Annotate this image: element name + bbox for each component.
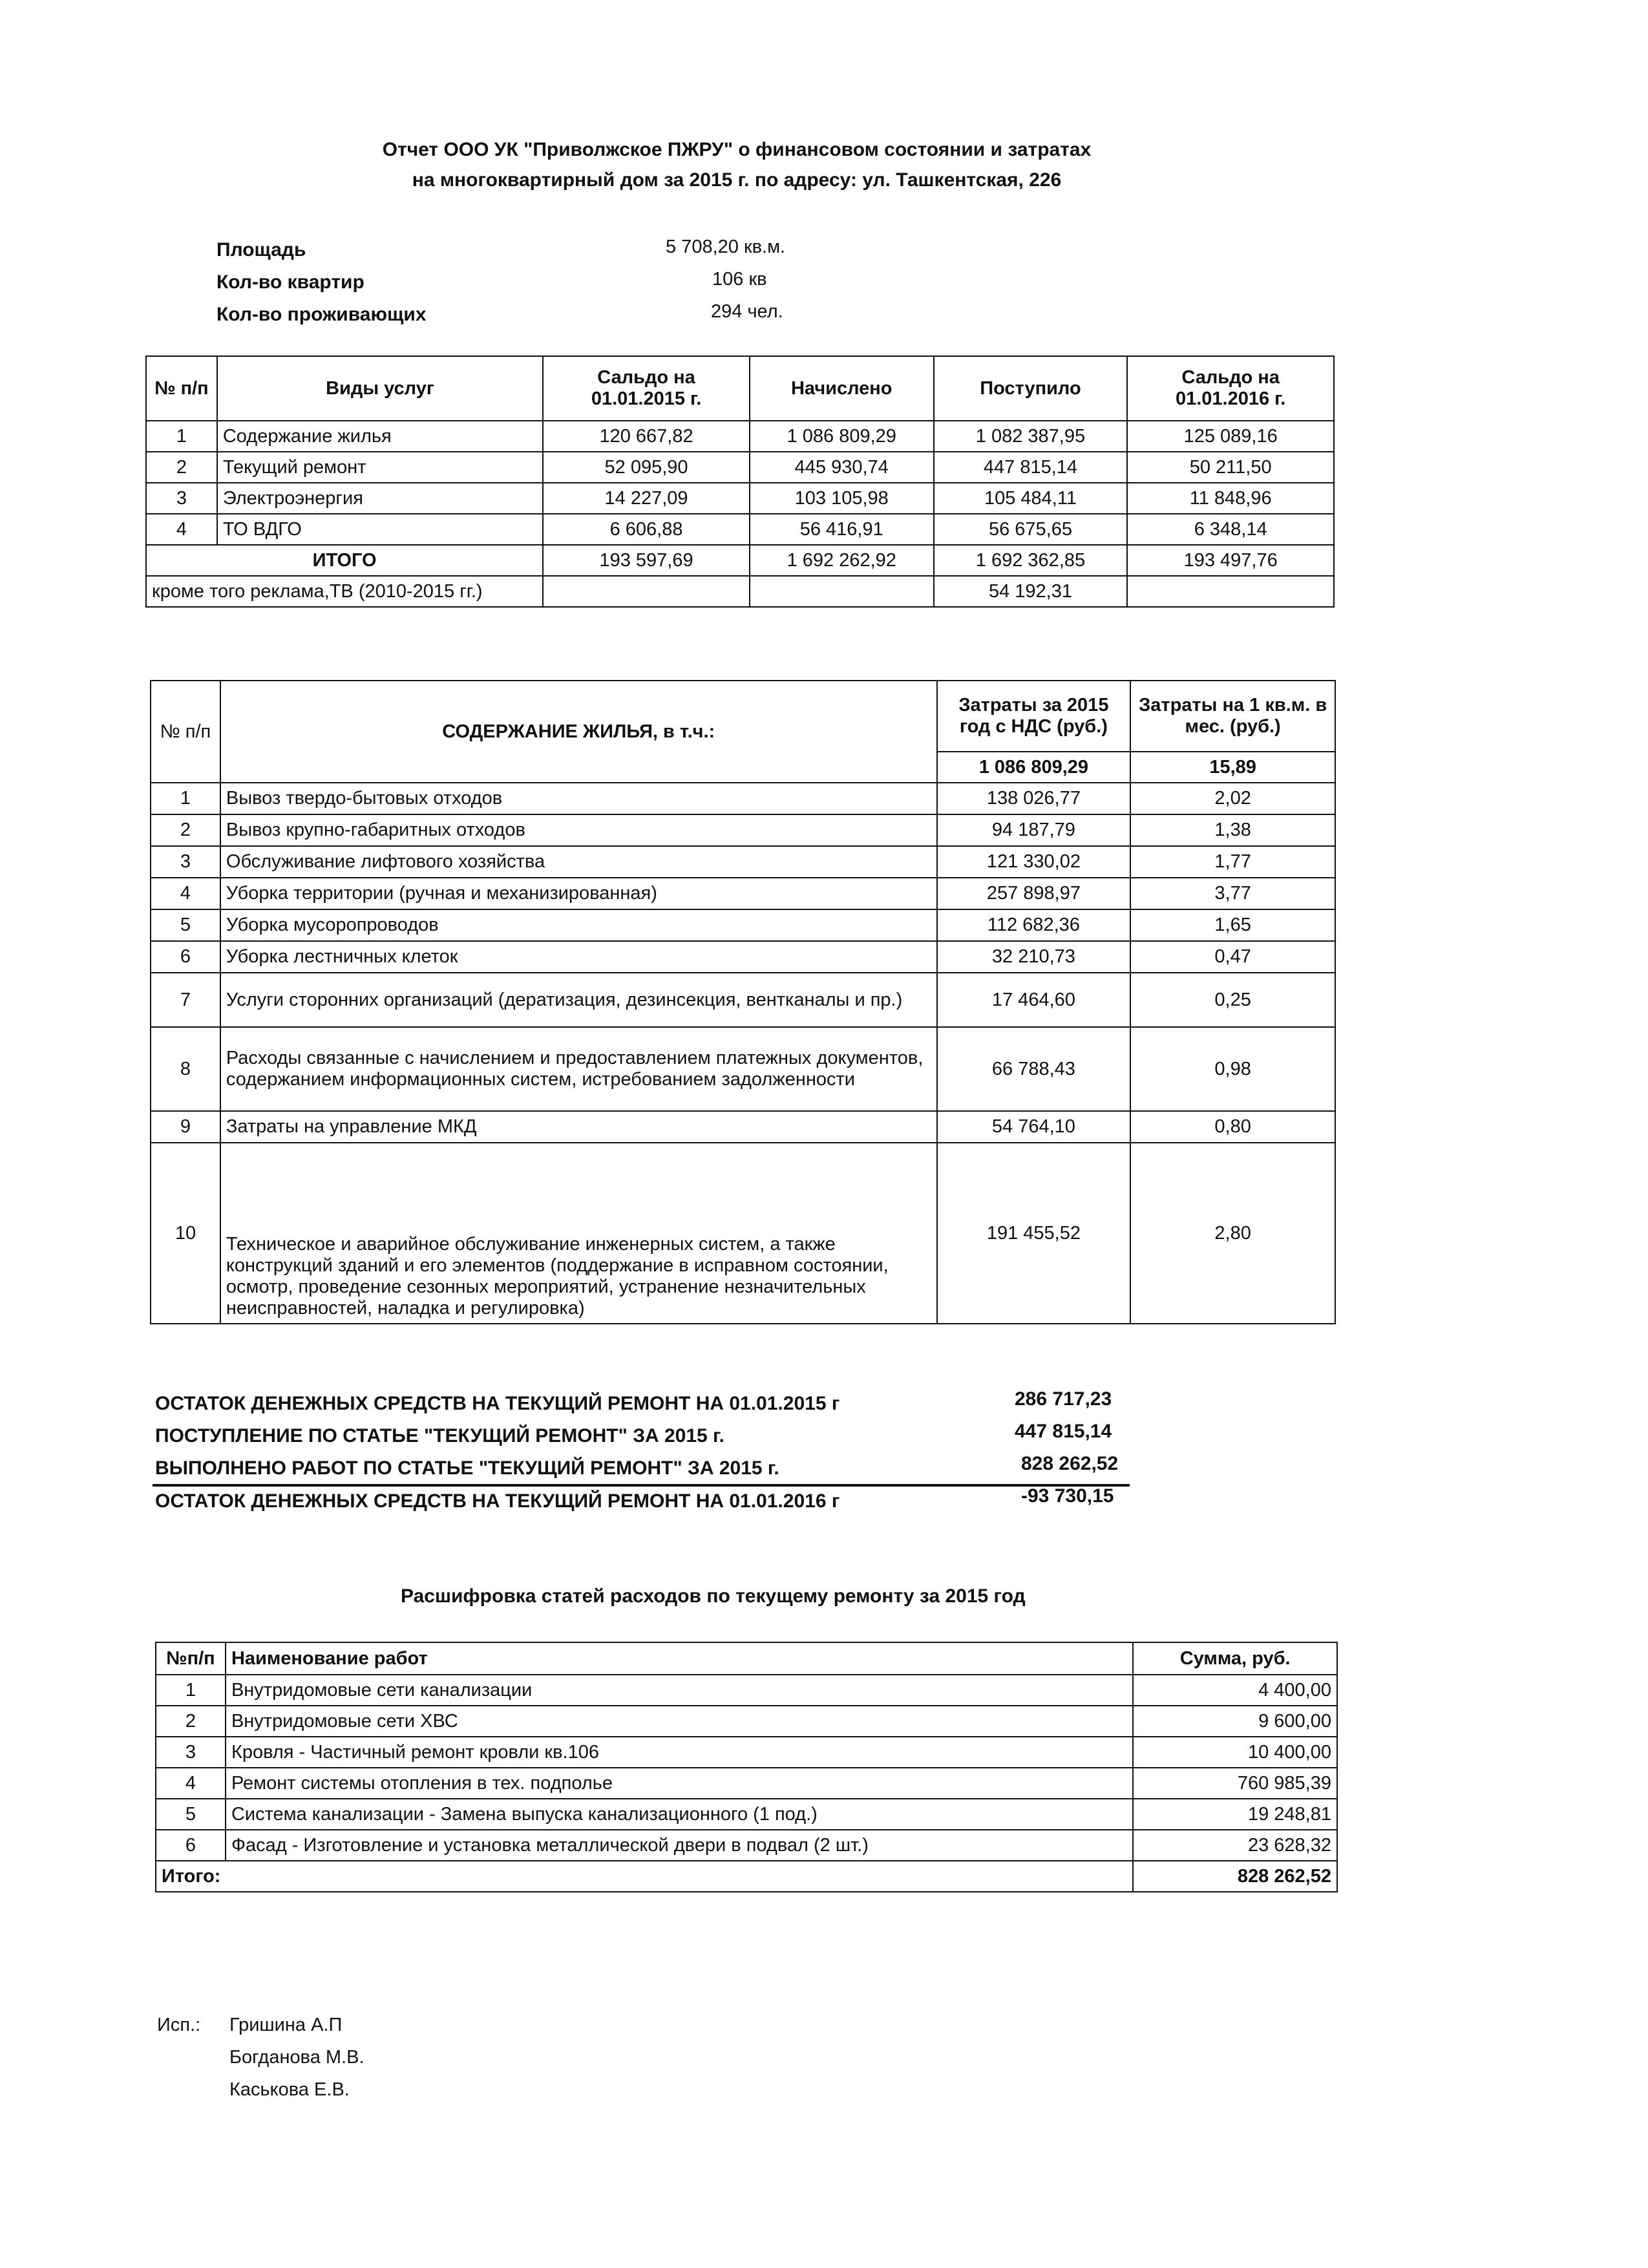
table-row bbox=[156, 1675, 1337, 1706]
table-row bbox=[156, 1768, 1337, 1799]
row-num: 3 bbox=[146, 483, 217, 514]
signature-name-2: Богданова М.В. bbox=[229, 2047, 364, 2068]
total-saldo-start: 193 597,69 bbox=[543, 545, 750, 576]
row-desc: Вывоз крупно-габаритных отходов bbox=[220, 814, 937, 846]
maint-header-cost: Затраты за 2015 год с НДС (руб.) bbox=[937, 681, 1131, 752]
area-value: 5 708,20 кв.м. bbox=[666, 237, 786, 257]
row-sum: 760 985,39 bbox=[1133, 1768, 1337, 1799]
row-saldo-start: 6 606,88 bbox=[543, 514, 750, 545]
row-saldo-end: 11 848,96 bbox=[1127, 483, 1334, 514]
row-accrued: 1 086 809,29 bbox=[750, 421, 934, 452]
residents-value: 294 чел. bbox=[711, 301, 783, 322]
row-received: 105 484,11 bbox=[934, 483, 1128, 514]
row-per-m2: 2,80 bbox=[1130, 1143, 1335, 1324]
row-received: 447 815,14 bbox=[934, 452, 1128, 483]
maint-total-cost: 1 086 809,29 bbox=[937, 752, 1131, 783]
table-row bbox=[151, 1111, 1335, 1143]
row-accrued: 56 416,91 bbox=[750, 514, 934, 545]
row-cost: 121 330,02 bbox=[937, 846, 1131, 878]
table-row bbox=[151, 1027, 1335, 1111]
table-row bbox=[146, 514, 1334, 545]
fund-line-1-label: ОСТАТОК ДЕНЕЖНЫХ СРЕДСТВ НА ТЕКУЩИЙ РЕМОНТ НА 01.01.2015 г bbox=[155, 1393, 840, 1414]
row-sum: 23 628,32 bbox=[1133, 1830, 1337, 1861]
extra-received: 54 192,31 bbox=[934, 576, 1128, 607]
row-desc: Затраты на управление МКД bbox=[220, 1111, 937, 1143]
row-saldo-start: 120 667,82 bbox=[543, 421, 750, 452]
services-header-saldo-end: Сальдо на 01.01.2016 г. bbox=[1127, 356, 1334, 421]
row-desc: Уборка территории (ручная и механизированная) bbox=[220, 878, 937, 909]
repairs-total-value: 828 262,52 bbox=[1133, 1861, 1337, 1892]
table-row bbox=[146, 483, 1334, 514]
repairs-total-label: Итого: bbox=[156, 1861, 1133, 1892]
row-num: 1 bbox=[146, 421, 217, 452]
table-row bbox=[156, 1737, 1337, 1768]
fund-line-4-label: ОСТАТОК ДЕНЕЖНЫХ СРЕДСТВ НА ТЕКУЩИЙ РЕМОНТ НА 01.01.2016 г bbox=[155, 1490, 840, 1512]
row-per-m2: 1,65 bbox=[1130, 909, 1335, 941]
row-per-m2: 0,25 bbox=[1130, 973, 1335, 1027]
maint-header-title: СОДЕРЖАНИЕ ЖИЛЬЯ, в т.ч.: bbox=[220, 681, 937, 783]
row-received: 56 675,65 bbox=[934, 514, 1128, 545]
flats-value: 106 кв bbox=[712, 269, 767, 290]
row-received: 1 082 387,95 bbox=[934, 421, 1128, 452]
table-row bbox=[156, 1706, 1337, 1737]
row-desc: Услуги сторонних организаций (дератизация, дезинсекция, вентканалы и пр.) bbox=[220, 973, 937, 1027]
row-num: 7 bbox=[151, 973, 220, 1027]
row-cost: 257 898,97 bbox=[937, 878, 1131, 909]
row-per-m2: 1,38 bbox=[1130, 814, 1335, 846]
table-row bbox=[151, 909, 1335, 941]
services-header-num: № п/п bbox=[146, 356, 217, 421]
table-row bbox=[151, 1143, 1335, 1324]
row-sum: 4 400,00 bbox=[1133, 1675, 1337, 1706]
row-num: 4 bbox=[151, 878, 220, 909]
row-sum: 10 400,00 bbox=[1133, 1737, 1337, 1768]
row-desc: Техническое и аварийное обслуживание инженерных систем, а также конструкций зданий и его элементов (поддержание в исправном состоянии, осмотр, проведение сезонных мероприятий, устранение незначительных неисправностей, наладка и регулировка) bbox=[220, 1143, 937, 1324]
signature-name-1: Гришина А.П bbox=[229, 2015, 343, 2035]
fund-line-3-value: 828 262,52 bbox=[1021, 1453, 1119, 1474]
total-accrued: 1 692 262,92 bbox=[750, 545, 934, 576]
repairs-header-name: Наименование работ bbox=[226, 1642, 1133, 1675]
row-work: Ремонт системы отопления в тех. подполье bbox=[226, 1768, 1133, 1799]
services-extra-row bbox=[146, 576, 1334, 607]
row-service: ТО ВДГО bbox=[217, 514, 543, 545]
row-num: 2 bbox=[146, 452, 217, 483]
row-desc: Вывоз твердо-бытовых отходов bbox=[220, 783, 937, 814]
row-num: 4 bbox=[146, 514, 217, 545]
table-row bbox=[156, 1799, 1337, 1830]
table-row bbox=[151, 783, 1335, 814]
services-header-received: Поступило bbox=[934, 356, 1128, 421]
table-row bbox=[156, 1830, 1337, 1861]
row-accrued: 445 930,74 bbox=[750, 452, 934, 483]
row-num: 10 bbox=[151, 1143, 220, 1324]
table-row bbox=[151, 973, 1335, 1027]
row-work: Фасад - Изготовление и установка металлической двери в подвал (2 шт.) bbox=[226, 1830, 1133, 1861]
total-label: ИТОГО bbox=[146, 545, 543, 576]
row-saldo-start: 14 227,09 bbox=[543, 483, 750, 514]
row-sum: 9 600,00 bbox=[1133, 1706, 1337, 1737]
row-num: 3 bbox=[156, 1737, 226, 1768]
services-header-saldo-start: Сальдо на 01.01.2015 г. bbox=[543, 356, 750, 421]
row-work: Кровля - Частичный ремонт кровли кв.106 bbox=[226, 1737, 1133, 1768]
row-work: Система канализации - Замена выпуска канализационного (1 под.) bbox=[226, 1799, 1133, 1830]
services-table bbox=[145, 355, 1335, 608]
row-work: Внутридомовые сети канализации bbox=[226, 1675, 1133, 1706]
maint-total-per-m2: 15,89 bbox=[1130, 752, 1335, 783]
flats-label: Кол-во квартир bbox=[217, 271, 364, 293]
row-service: Текущий ремонт bbox=[217, 452, 543, 483]
row-cost: 191 455,52 bbox=[937, 1143, 1131, 1324]
row-saldo-start: 52 095,90 bbox=[543, 452, 750, 483]
extra-label: кроме того реклама,ТВ (2010-2015 гг.) bbox=[146, 576, 543, 607]
maintenance-table bbox=[150, 680, 1336, 1324]
row-num: 8 bbox=[151, 1027, 220, 1111]
services-header-accrued: Начислено bbox=[750, 356, 934, 421]
row-per-m2: 2,02 bbox=[1130, 783, 1335, 814]
table-row bbox=[151, 846, 1335, 878]
fund-line-3-label: ВЫПОЛНЕНО РАБОТ ПО СТАТЬЕ "ТЕКУЩИЙ РЕМОНТ" ЗА 2015 г. bbox=[155, 1457, 779, 1479]
row-accrued: 103 105,98 bbox=[750, 483, 934, 514]
row-num: 9 bbox=[151, 1111, 220, 1143]
row-per-m2: 0,80 bbox=[1130, 1111, 1335, 1143]
row-num: 6 bbox=[151, 941, 220, 973]
repairs-total-row bbox=[156, 1861, 1337, 1892]
row-num: 1 bbox=[156, 1675, 226, 1706]
services-header-type: Виды услуг bbox=[217, 356, 543, 421]
row-per-m2: 0,98 bbox=[1130, 1027, 1335, 1111]
row-num: 6 bbox=[156, 1830, 226, 1861]
row-cost: 112 682,36 bbox=[937, 909, 1131, 941]
table-row bbox=[146, 452, 1334, 483]
row-per-m2: 1,77 bbox=[1130, 846, 1335, 878]
row-desc: Уборка мусоропроводов bbox=[220, 909, 937, 941]
table-row bbox=[151, 878, 1335, 909]
total-saldo-end: 193 497,76 bbox=[1127, 545, 1334, 576]
row-cost: 32 210,73 bbox=[937, 941, 1131, 973]
fund-line-2-value: 447 815,14 bbox=[1015, 1421, 1112, 1442]
row-num: 5 bbox=[156, 1799, 226, 1830]
row-service: Электроэнергия bbox=[217, 483, 543, 514]
row-per-m2: 3,77 bbox=[1130, 878, 1335, 909]
residents-label: Кол-во проживающих bbox=[217, 304, 427, 325]
row-num: 5 bbox=[151, 909, 220, 941]
table-row bbox=[146, 421, 1334, 452]
fund-line-2-label: ПОСТУПЛЕНИЕ ПО СТАТЬЕ "ТЕКУЩИЙ РЕМОНТ" ЗА 2015 г. bbox=[155, 1425, 724, 1447]
table-row bbox=[151, 941, 1335, 973]
signatures-label: Исп.: bbox=[157, 2015, 201, 2035]
row-sum: 19 248,81 bbox=[1133, 1799, 1337, 1830]
row-per-m2: 0,47 bbox=[1130, 941, 1335, 973]
row-cost: 17 464,60 bbox=[937, 973, 1131, 1027]
fund-line-4-value: -93 730,15 bbox=[1021, 1485, 1114, 1507]
fund-line-1-value: 286 717,23 bbox=[1015, 1388, 1112, 1410]
row-desc: Уборка лестничных клеток bbox=[220, 941, 937, 973]
repairs-header-sum: Сумма, руб. bbox=[1133, 1642, 1337, 1675]
repairs-header-num: №п/п bbox=[156, 1642, 226, 1675]
row-num: 3 bbox=[151, 846, 220, 878]
report-title-line1: Отчет ООО УК "Приволжское ПЖРУ" о финансовом состоянии и затратах bbox=[382, 139, 1092, 160]
row-service: Содержание жилья bbox=[217, 421, 543, 452]
row-num: 4 bbox=[156, 1768, 226, 1799]
row-cost: 94 187,79 bbox=[937, 814, 1131, 846]
row-saldo-end: 6 348,14 bbox=[1127, 514, 1334, 545]
signature-name-3: Каськова Е.В. bbox=[229, 2079, 350, 2100]
row-num: 1 bbox=[151, 783, 220, 814]
maint-header-per-m2: Затраты на 1 кв.м. в мес. (руб.) bbox=[1130, 681, 1335, 752]
row-saldo-end: 125 089,16 bbox=[1127, 421, 1334, 452]
services-total-row bbox=[146, 545, 1334, 576]
area-label: Площадь bbox=[217, 239, 306, 260]
row-work: Внутридомовые сети ХВС bbox=[226, 1706, 1133, 1737]
row-desc: Обслуживание лифтового хозяйства bbox=[220, 846, 937, 878]
row-saldo-end: 50 211,50 bbox=[1127, 452, 1334, 483]
row-cost: 66 788,43 bbox=[937, 1027, 1131, 1111]
table-row bbox=[151, 814, 1335, 846]
maint-header-num: № п/п bbox=[151, 681, 220, 783]
total-received: 1 692 362,85 bbox=[934, 545, 1128, 576]
row-num: 2 bbox=[156, 1706, 226, 1737]
row-cost: 54 764,10 bbox=[937, 1111, 1131, 1143]
fund-divider bbox=[153, 1484, 1130, 1487]
row-cost: 138 026,77 bbox=[937, 783, 1131, 814]
repairs-table bbox=[155, 1642, 1338, 1892]
row-num: 2 bbox=[151, 814, 220, 846]
report-title-line2: на многоквартирный дом за 2015 г. по адресу: ул. Ташкентская, 226 bbox=[412, 169, 1062, 191]
row-desc: Расходы связанные с начислением и предоставлением платежных документов, содержанием информационных систем, истребованием задолженности bbox=[220, 1027, 937, 1111]
repairs-title: Расшифровка статей расходов по текущему ремонту за 2015 год bbox=[401, 1585, 1026, 1607]
